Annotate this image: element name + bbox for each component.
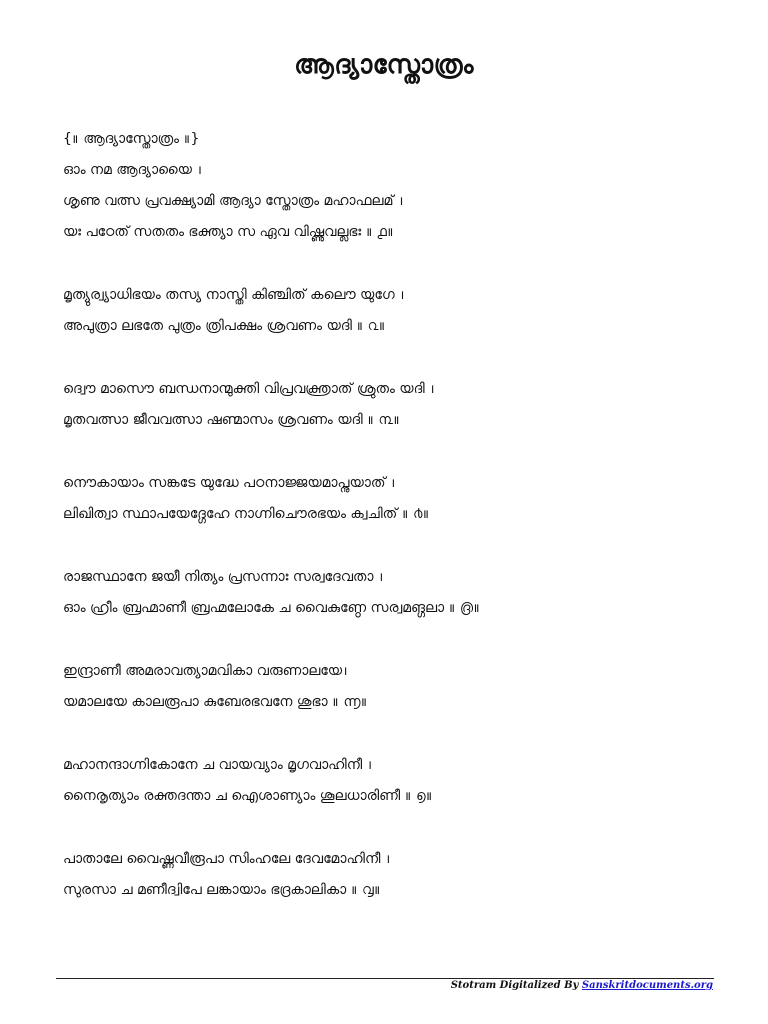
sanskritdocuments-link[interactable]: Sanskritdocuments.org [581,980,713,991]
stotram-body [63,124,723,906]
verse-line: ഇന്ദ്രാണീ അമരാവത്യാമവികാ വരുണാലയേ। [63,663,350,679]
stanza-gap [63,530,723,562]
stanza-gap [63,812,723,844]
stanza-gap [63,436,723,468]
verse-line: സുരസാ ച മണീദ്വിപേ ലങ്കായാം ഭദ്രകാലികാ ॥ ൮॥ [63,882,381,898]
footer-divider [56,978,714,979]
verse-line: മൃതവത്സാ ജീവവത്സാ ഷണ്മാസം ശ്രവണം യദി ॥ ൩॥ [63,412,400,428]
stanza-gap [63,248,723,280]
verse-line: യഃ പഠേത് സതതം ഭക്ത്യാ സ ഏവ വിഷ്ണുവല്ലഭഃ ॥ ൧॥ [63,224,394,240]
stanza [63,562,723,624]
stanza [63,750,723,812]
stanza [63,280,723,342]
verse-line: മൃത്യുര്വ്യാധിഭയം തസ്യ നാസ്തി കിഞ്ചിത് കലൌ യുഗേ । [63,287,407,303]
verse-line: ഓം നമ ആദ്യായൈ । [63,162,204,178]
verse-line: യമാലയേ കാലരൂപാ കുബേരഭവനേ ശുഭാ ॥ ൬॥ [63,694,368,710]
verse-line: {॥ ആദ്യാസ്തോത്രം ॥} [63,131,200,147]
verse-line: മഹാനന്ദാഗ്നികോനേ ച വായവ്യാം മൃഗവാഹിനീ । [63,757,374,773]
verse-line: നൌകായാം സങ്കടേ യുദ്ധേ പഠനാജ്ജയമാപ്നുയാത് । [63,475,397,491]
verse-line: അപുത്രാ ലഭതേ പുത്രം ത്രിപക്ഷം ശ്രവണം യദി ॥ ൨॥ [63,318,386,334]
stanza [63,374,723,436]
stanza-gap [63,624,723,656]
verse-line: ദ്വൌ മാസൌ ബന്ധനാന്മുക്തി വിപ്രവക്ത്രാത് ശ്രുതം യദി । [63,381,437,397]
stanza [63,468,723,530]
verse-line: ലിഖിത്വാ സ്ഥാപയേദ്ഗേഹേ നാഗ്നിചൌരഭയം ക്വചിത് ॥ ൪॥ [63,506,430,522]
verse-line: രാജസ്ഥാനേ ജയീ നിത്യം പ്രസന്നാഃ സര്വദേവതാ । [63,569,385,585]
stanza-gap [63,342,723,374]
verse-line: ഓം ഹ്രീം ബ്രഹ്മാണീ ബ്രഹ്മലോകേ ച വൈകുണ്ഠേ സര്വമങ്ഗലാ ॥ ൫॥ [63,600,481,616]
stanza [63,124,723,248]
verse-line: നൈരൃത്യാം രക്തദന്താ ച ഐശാണ്യാം ശൂലധാരിണീ ॥ ൭॥ [63,788,433,804]
verse-line: പാതാലേ വൈഷ്ണവീരൂപാ സിംഹലേ ദേവമോഹിനീ । [63,851,392,867]
footer-credit [451,980,713,991]
page-title: ആദ്യാസ്തോത്രം [294,50,474,80]
verse-line: ശൃണു വത്സ പ്രവക്ഷ്യാമി ആദ്യാ സ്തോത്രം മഹാഫലമ് । [63,193,405,209]
footer-credit-text: Stotram Digitalized By [450,980,582,991]
stanza [63,844,723,906]
stanza [63,656,723,718]
stanza-gap [63,718,723,750]
